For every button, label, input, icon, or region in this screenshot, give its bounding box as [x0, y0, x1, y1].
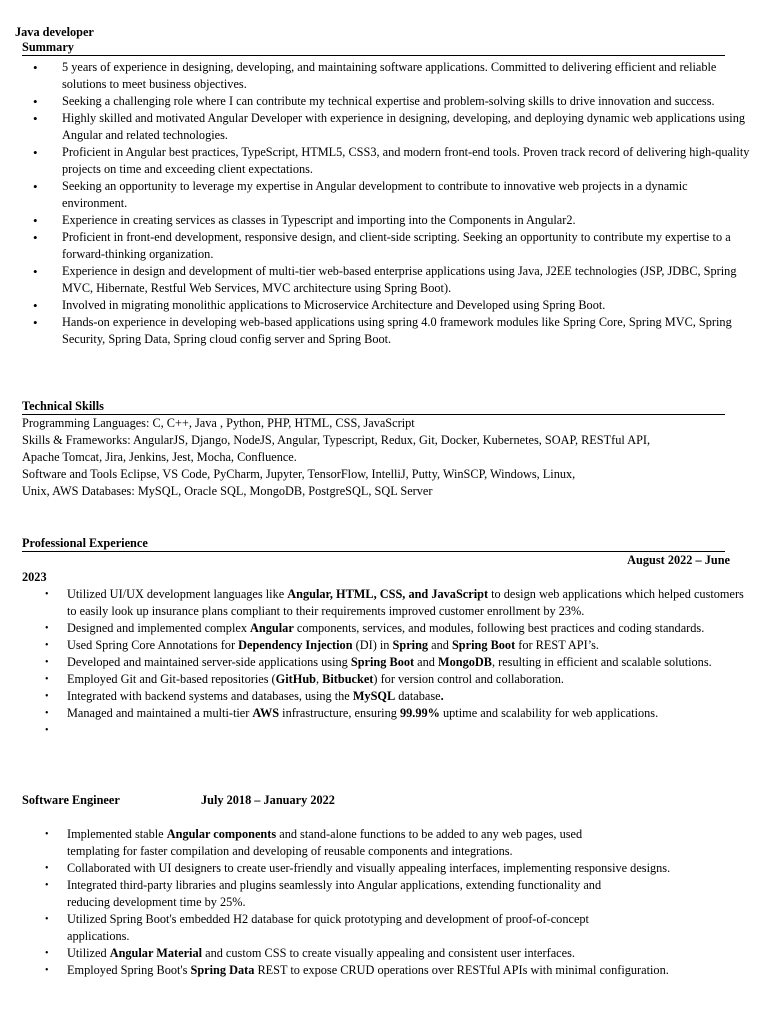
job1-bullet	[67, 688, 747, 705]
job1-bullet-text: infrastructure, ensuring	[279, 706, 400, 720]
job2-bullet	[67, 860, 747, 877]
summary-item-text: solutions to meet business objectives.	[62, 77, 247, 91]
summary-item-text: 5 years of experience in designing, developing, and maintaining software applications. Committed to delivering efficient and reliable	[62, 60, 717, 74]
summary-item-text: Involved in migrating monolithic applications to Microservice Architecture and Developed using Spring Boot.	[62, 298, 606, 312]
skills-line: Unix, AWS Databases: MySQL, Oracle SQL, MongoDB, PostgreSQL, SQL Server	[22, 484, 433, 498]
job1-bullet-list	[67, 586, 747, 739]
professional-experience-heading: Professional Experience	[22, 536, 725, 552]
job1-bullet-text: Managed and maintained a multi-tier	[67, 706, 253, 720]
summary-item-text: Experience in creating services as classes in Typescript and importing into the Components in Angular2.	[62, 213, 576, 227]
summary-item	[62, 144, 752, 178]
summary-item	[62, 178, 752, 212]
job1-bullet	[67, 654, 747, 671]
summary-item	[62, 110, 752, 144]
summary-item-text: Experience in design and development of multi-tier web-based enterprise applications using Java, J2EE technologies (JSP, JDBC, Spring MVC, Hibernate, Restful Web Services, MVC architecture using Spring Boot).	[62, 264, 737, 295]
technical-skills-heading: Technical Skills	[22, 399, 725, 415]
job1-bullet-emphasis: .	[440, 689, 444, 703]
job2-bullet-text: templating for faster compilation and developing of reusable components and integrations.	[67, 844, 513, 858]
job2-bullet-text: reducing development time by 25%.	[67, 895, 246, 909]
skills-line: Programming Languages: C, C++, Java , Python, PHP, HTML, CSS, JavaScript	[22, 416, 415, 430]
job1-bullet-emphasis: Spring Boot	[451, 638, 516, 652]
job2-bullet-text: Employed Spring Boot's	[67, 963, 191, 977]
job2-bullet-emphasis: Spring Data	[190, 963, 255, 977]
job1-bullet-emphasis: AWS	[252, 706, 280, 720]
job2-bullet	[67, 911, 747, 945]
skills-line: Apache Tomcat, Jira, Jenkins, Jest, Mocha, Confluence.	[22, 450, 297, 464]
job1-bullet-emphasis: GitHub	[275, 672, 316, 686]
job1-bullet	[67, 671, 747, 688]
summary-list	[62, 59, 752, 348]
summary-item-text: Hands-on experience in developing web-based applications using spring 4.0 framework modules like Spring Core, Spring MVC, Spring Security, Spring Data, Spring cloud config server and Spring Boot.	[62, 315, 732, 346]
job2-bullet-text: applications.	[67, 929, 130, 943]
job1-bullet-emphasis: Bitbucket	[322, 672, 374, 686]
technical-skills-block	[22, 415, 752, 500]
job1-bullet-text: Employed Git and Git-based repositories (	[67, 672, 276, 686]
job1-bullet-emphasis: Angular, HTML, CSS, and JavaScript	[287, 587, 489, 601]
summary-item	[62, 314, 752, 348]
summary-item	[62, 59, 752, 93]
summary-item	[62, 263, 752, 297]
job2-date: July 2018 – January 2022	[201, 793, 335, 807]
job1-bullet-text: Designed and implemented complex	[67, 621, 251, 635]
job2-bullet-text: Integrated third-party libraries and plugins seamlessly into Angular applications, extending functionality and	[67, 878, 602, 892]
summary-item	[62, 93, 752, 110]
job1-bullet	[67, 722, 747, 739]
job2-bullet	[67, 877, 747, 911]
job2-bullet-text: and custom CSS to create visually appealing and consistent user interfaces.	[202, 946, 575, 960]
job1-bullet-emphasis: Dependency Injection	[238, 638, 353, 652]
summary-item	[62, 212, 752, 229]
job1-date-start: August 2022 – June	[627, 553, 730, 567]
job2-bullet-list	[67, 826, 747, 979]
job2-bullet	[67, 962, 747, 979]
job2-role: Software Engineer	[22, 793, 120, 807]
job1-bullet-emphasis: Spring Boot	[350, 655, 415, 669]
job1-bullet-text: ,	[316, 672, 323, 686]
summary-item-text: Proficient in front-end development, responsive design, and client-side scripting. Seeking an opportunity to contribute my expertise to a forward-thinking organization.	[62, 230, 731, 261]
job2-bullet-text: Utilized Spring Boot's embedded H2 database for quick prototyping and development of proof-of-concept	[67, 912, 589, 926]
job1-bullet-text: , resulting in efficient and scalable solutions.	[491, 655, 712, 669]
job2-bullet-text: Utilized	[67, 946, 110, 960]
job1-bullet-text: to design web applications which helped customers to easily look up insurance plans compliant to their requirements improved customer enrollment by 23%.	[67, 587, 744, 618]
summary-heading: Summary	[22, 40, 725, 56]
skills-line: Software and Tools Eclipse, VS Code, PyCharm, Jupyter, TensorFlow, IntelliJ, Putty, WinSCP, Windows, Linux,	[22, 467, 576, 481]
summary-item-text: Seeking a challenging role where I can contribute my technical expertise and problem-solving skills to drive innovation and success.	[62, 94, 715, 108]
job1-bullet-emphasis: Spring	[392, 638, 429, 652]
job1-bullet-text: ) for version control and collaboration.	[373, 672, 564, 686]
job1-bullet-emphasis: 99.99%	[399, 706, 440, 720]
job2-bullet-emphasis: Angular Material	[109, 946, 203, 960]
summary-item	[62, 297, 752, 314]
summary-item-text: Proficient in Angular best practices, TypeScript, HTML5, CSS3, and modern front-end tools. Proven track record of delivering high-quality projects on time and exceeding client expectations.	[62, 145, 750, 176]
job1-bullet	[67, 586, 747, 620]
job1-date-end: 2023	[22, 570, 47, 584]
job1-bullet-text: database	[395, 689, 441, 703]
job1-bullet-text: Utilized UI/UX development languages like	[67, 587, 288, 601]
summary-item-text: Highly skilled and motivated Angular Developer with experience in designing, developing, and deploying dynamic web applications using Angular and related technologies.	[62, 111, 746, 142]
job2-bullet	[67, 826, 747, 860]
job1-bullet-emphasis: MongoDB	[438, 655, 492, 669]
job1-bullet-text: Integrated with backend systems and databases, using the	[67, 689, 353, 703]
job1-bullet-text: and	[414, 655, 438, 669]
job1-bullet-text: uptime and scalability for web applications.	[439, 706, 659, 720]
job1-bullet-text: and	[428, 638, 452, 652]
job1-bullet-text: (DI) in	[352, 638, 393, 652]
resume-title: Java developer	[15, 25, 94, 39]
job2-header	[22, 792, 335, 809]
job1-bullet-text: for REST API’s.	[515, 638, 600, 652]
summary-item	[62, 229, 752, 263]
job1-bullet	[67, 620, 747, 637]
skills-line: Skills & Frameworks: AngularJS, Django, NodeJS, Angular, Typescript, Redux, Git, Docker, Kubernetes, SOAP, RESTful API,	[22, 433, 651, 447]
job2-bullet	[67, 945, 747, 962]
job2-bullet-text: Collaborated with UI designers to create user-friendly and visually appealing interfaces, implementing responsive designs.	[67, 861, 671, 875]
summary-item-text: Seeking an opportunity to leverage my expertise in Angular development to contribute to innovative web projects in a dynamic environment.	[62, 179, 688, 210]
job1-bullet-text: components, services, and modules, following best practices and coding standards.	[293, 621, 705, 635]
job1-bullet-emphasis: MySQL	[352, 689, 396, 703]
job2-bullet-text: Implemented stable	[67, 827, 167, 841]
job2-bullet-text: and stand-alone functions to be added to any web pages, used	[276, 827, 583, 841]
job2-bullet-text: REST to expose CRUD operations over RESTful APIs with minimal configuration.	[254, 963, 669, 977]
job1-bullet-text: Used Spring Core Annotations for	[67, 638, 239, 652]
job1-bullet	[67, 705, 747, 722]
job1-bullet-text: Developed and maintained server-side applications using	[67, 655, 351, 669]
job2-bullet-emphasis: Angular components	[166, 827, 277, 841]
job1-bullet	[67, 637, 747, 654]
job1-bullet-emphasis: Angular	[250, 621, 294, 635]
